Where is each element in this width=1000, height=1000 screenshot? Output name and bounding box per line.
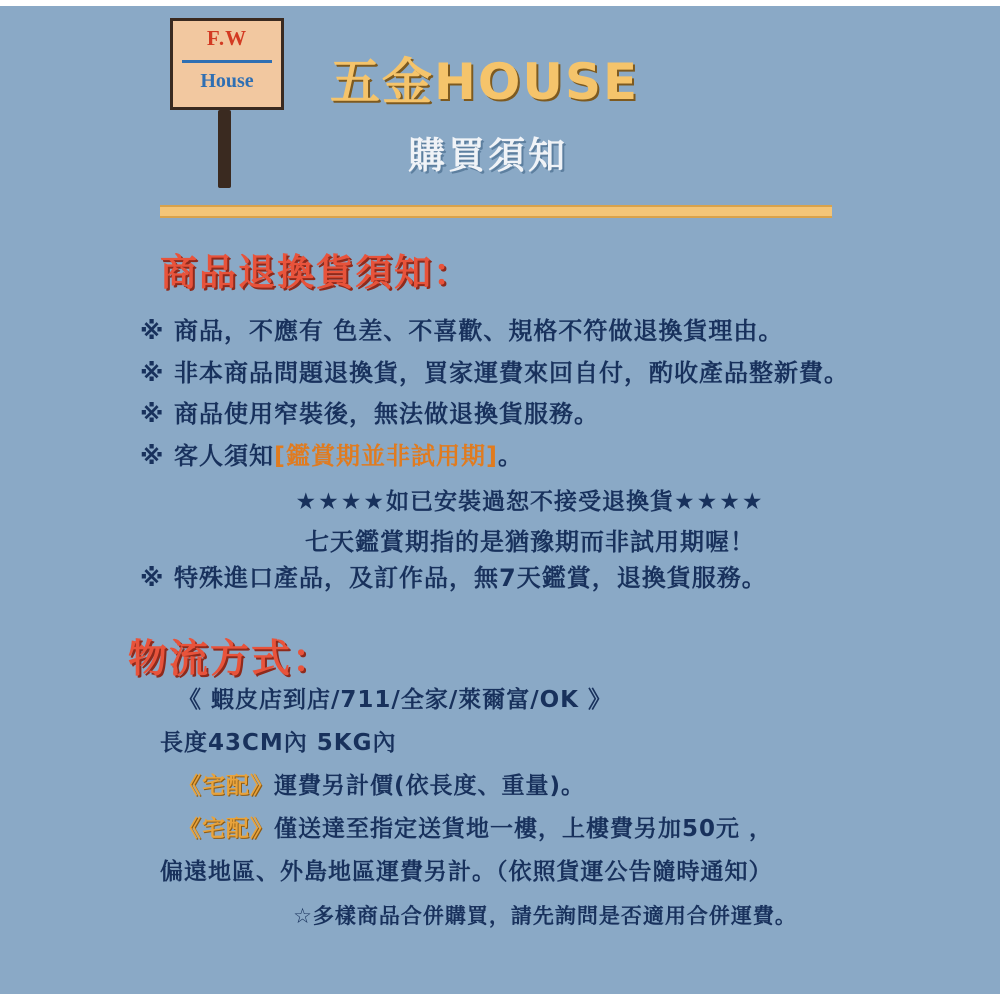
list-item-text: 商品，不應有 色差、不喜歡、規格不符做退換貨理由。	[174, 317, 784, 345]
page-subtitle: 購買須知	[408, 134, 568, 177]
home-delivery-tag: 《宅配》	[178, 815, 274, 842]
list-item-text	[174, 441, 960, 472]
bullet-mark-icon: ※	[140, 358, 165, 387]
combined-shipping-note: ☆多樣商品合併購買，請先詢問是否適用合併運費。	[293, 904, 797, 929]
notice-suffix: 。	[497, 442, 523, 471]
emphasis-line-2	[140, 522, 960, 557]
bullet-mark-icon: ※	[140, 442, 165, 471]
logo-text-fw: F.W	[206, 26, 248, 50]
remote-area-note: 偏遠地區、外島地區運費另計。（依照貨運公告隨時通知）	[160, 858, 773, 885]
returns-section-heading: 商品退換貨須知：	[160, 251, 472, 294]
list-item-notice	[140, 441, 960, 472]
list-item	[140, 563, 960, 594]
logistics-carriers: 《 蝦皮店到店/711/全家/萊爾富/OK 》	[178, 687, 613, 713]
stars-left-icon: ★★★★	[295, 488, 386, 515]
home-delivery-scope	[178, 815, 960, 845]
list-item-text: 非本商品問題退換貨，買家運費來回自付，酌收產品整新費。	[174, 358, 849, 387]
logistics-section-heading: 物流方式：	[128, 637, 334, 682]
logo-divider	[182, 60, 272, 63]
page-title: 五金HOUSE	[330, 53, 640, 111]
list-item	[140, 358, 960, 389]
emphasis-text: 七天鑑賞期指的是猶豫期而非試用期喔！	[305, 527, 755, 556]
list-item-text: 商品使用窄裝後，無法做退換貨服務。	[174, 400, 599, 429]
emphasis-line-1	[140, 483, 960, 516]
home-delivery-text: 僅送達至指定送貨地一樓，上樓費另加50元 ，	[274, 815, 774, 842]
logistics-size-limit: 長度43CM內 5KG內	[160, 729, 397, 756]
brand-logo	[170, 18, 290, 188]
home-delivery-fee	[178, 772, 960, 802]
returns-bullet-list	[140, 316, 960, 605]
list-item	[140, 399, 960, 430]
notice-highlight: [鑑賞期並非試用期]	[274, 442, 498, 471]
logo-signpost	[218, 110, 231, 188]
notice-prefix: 客人須知	[174, 442, 274, 471]
stars-right-icon: ★★★★	[674, 488, 765, 515]
page-header	[0, 0, 1000, 200]
emphasis-text: 如已安裝過恕不接受退換貨	[386, 488, 674, 515]
bullet-mark-icon: ※	[140, 400, 165, 429]
bullet-mark-icon: ※	[140, 317, 165, 345]
logo-text-house: House	[200, 70, 254, 92]
list-item	[140, 316, 960, 347]
bullet-mark-icon: ※	[140, 563, 165, 592]
home-delivery-tag: 《宅配》	[178, 772, 274, 799]
logistics-block	[160, 686, 960, 930]
header-divider	[160, 205, 832, 218]
home-delivery-text: 運費另計價(依長度、重量)。	[274, 772, 586, 799]
list-item-text: 特殊進口產品，及訂作品，無7天鑑賞，退換貨服務。	[174, 563, 767, 592]
